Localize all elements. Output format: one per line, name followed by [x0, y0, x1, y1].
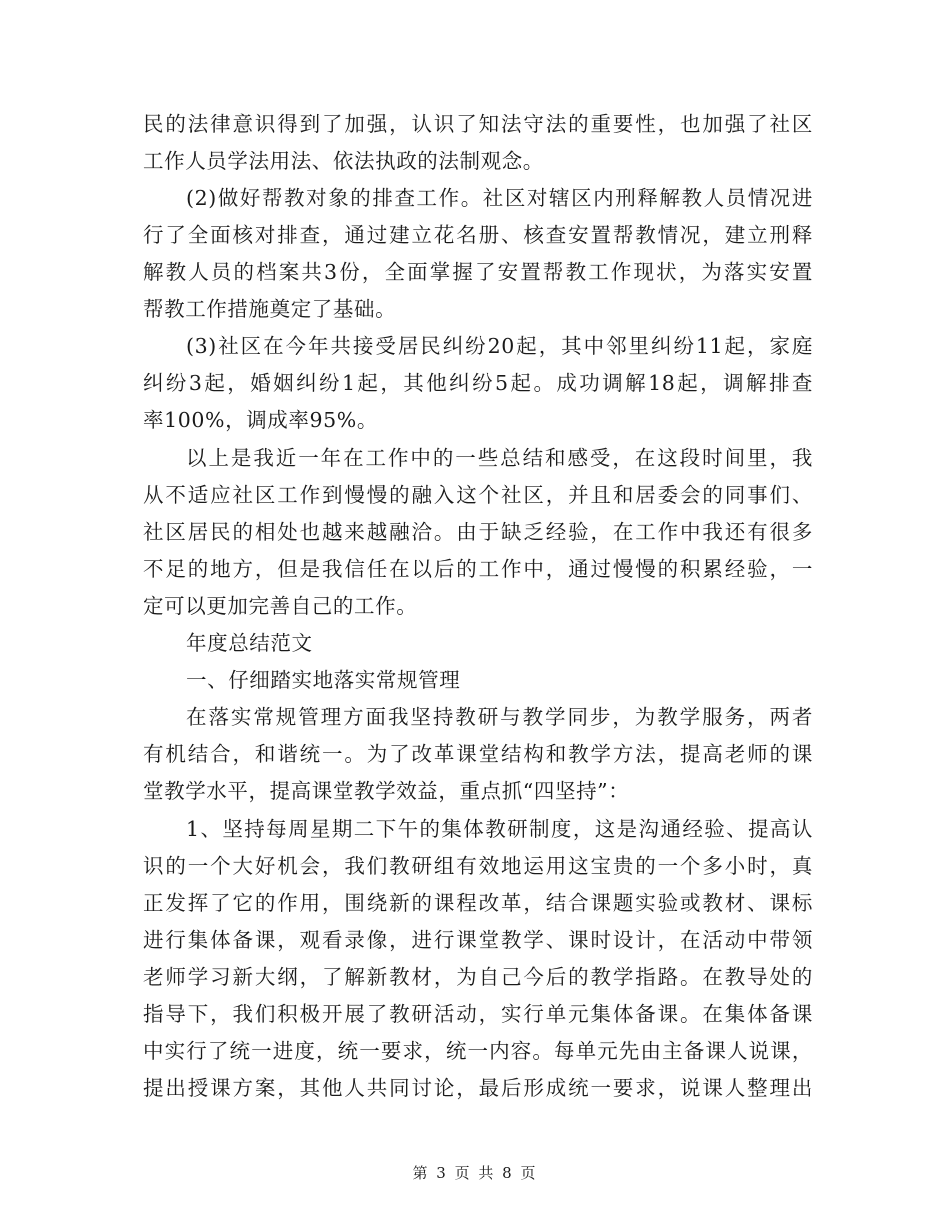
text-line: 行了全面核对排查，通过建立花名册、核查安置帮教情况，建立刑释: [143, 223, 813, 247]
text-line: 帮教工作措施奠定了基础。: [143, 297, 397, 321]
text-line: 提出授课方案，其他人共同讨论，最后形成统一要求，说课人整理出: [143, 1076, 813, 1100]
text-line: 正发挥了它的作用，围绕新的课程改革，结合课题实验或教材、课标: [143, 891, 813, 915]
text-line: 识的一个大好机会，我们教研组有效地运用这宝贵的一个多小时，真: [143, 854, 813, 878]
text-line: 民的法律意识得到了加强，认识了知法守法的重要性，也加强了社区: [143, 112, 813, 136]
text-line: (3)社区在今年共接受居民纠纷20起，其中邻里纠纷11起，家庭: [186, 334, 813, 358]
text-line: 以上是我近一年在工作中的一些总结和感受，在这段时间里，我: [186, 446, 813, 470]
text-line: 定可以更加完善自己的工作。: [143, 594, 418, 618]
text-line: 在落实常规管理方面我坚持教研与教学同步，为教学服务，两者: [186, 705, 813, 729]
text-line: 从不适应社区工作到慢慢的融入这个社区，并且和居委会的同事们、: [143, 483, 813, 507]
text-line: 有机结合，和谐统一。为了改革课堂结构和教学方法，提高老师的课: [143, 742, 813, 766]
page-number-footer: 第 3 页 共 8 页: [412, 1164, 538, 1182]
text-line: 堂教学水平，提高课堂教学效益，重点抓“四坚持”：: [143, 779, 630, 803]
text-line: 不足的地方，但是我信任在以后的工作中，通过慢慢的积累经验，一: [143, 557, 813, 581]
text-line: 工作人员学法用法、依法执政的法制观念。: [143, 149, 544, 173]
text-line: 进行集体备课，观看录像，进行课堂教学、课时设计，在活动中带领: [143, 928, 813, 952]
text-line: 指导下，我们积极开展了教研活动，实行单元集体备课。在集体备课: [143, 1002, 813, 1026]
text-line: 解教人员的档案共3份，全面掌握了安置帮教工作现状，为落实安置: [143, 260, 813, 284]
section-heading: 年度总结范文: [186, 631, 313, 655]
text-line: 老师学习新大纲，了解新教材，为自己今后的教学指路。在教导处的: [143, 965, 813, 989]
text-line: 纠纷3起，婚姻纠纷1起，其他纠纷5起。成功调解18起，调解排查: [143, 371, 813, 395]
text-line: 率100%，调成率95%。: [143, 408, 378, 432]
text-line: 1、坚持每周星期二下午的集体教研制度，这是沟通经验、提高认: [186, 817, 813, 841]
text-line: (2)做好帮教对象的排查工作。社区对辖区内刑释解教人员情况进: [186, 186, 813, 210]
text-line: 中实行了统一进度，统一要求，统一内容。每单元先由主备课人说课，: [143, 1039, 813, 1063]
subsection-heading: 一、仔细踏实地落实常规管理: [186, 668, 461, 692]
text-line: 社区居民的相处也越来越融洽。由于缺乏经验，在工作中我还有很多: [143, 520, 813, 544]
